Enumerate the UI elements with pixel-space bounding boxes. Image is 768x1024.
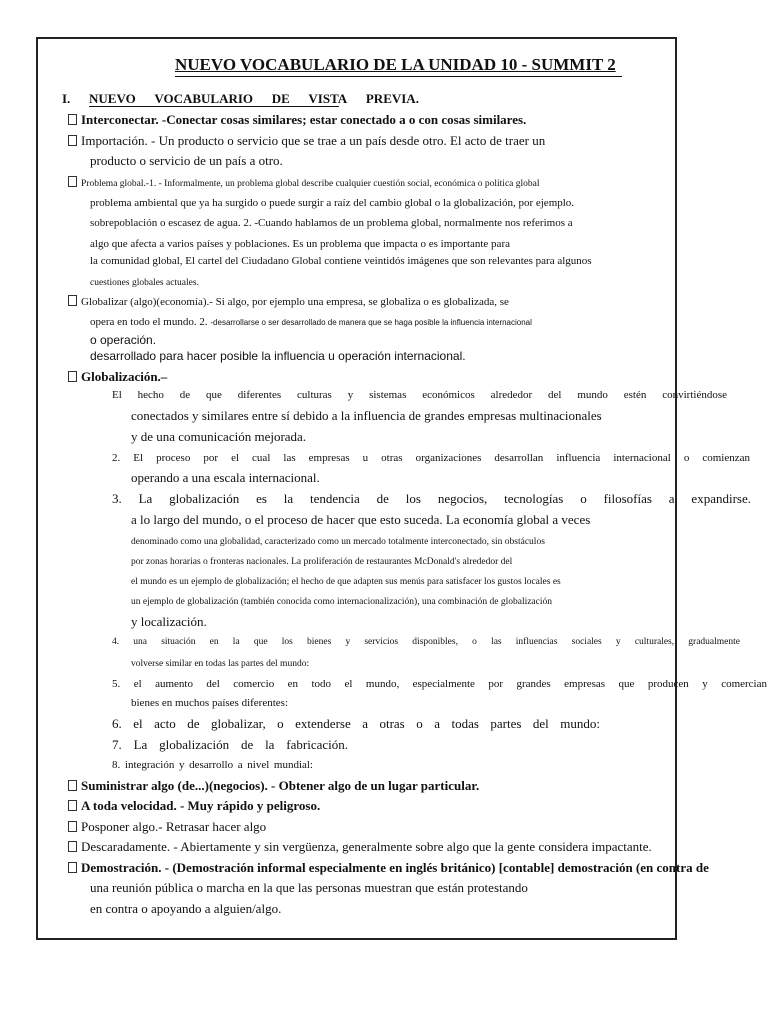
entry-descaradamente: Descaradamente. - Abiertamente y sin vergüenza, generalmente sobre algo que la gente considera impactante. bbox=[68, 839, 652, 855]
section-word: PREVIA. bbox=[365, 91, 419, 106]
entry-line: 8. integración y desarrollo a nivel mundial: bbox=[112, 759, 313, 771]
entry-line: sobrepoblación o escasez de agua. 2. -Cuando hablamos de un problema global, normalmente nos referimos a bbox=[90, 217, 573, 229]
entry-suministrar: Suministrar algo (de...)(negocios). - Obtener algo de un lugar particular. bbox=[68, 778, 479, 794]
entry-line: el mundo es un ejemplo de globalización; el hecho de que adapten sus menús para satisfacer los gustos locales es bbox=[131, 577, 561, 587]
bullet-icon bbox=[68, 841, 77, 852]
entry-line: 5. el aumento del comercio en todo el mundo, especialmente por grandes empresas que producen y comercian bbox=[112, 678, 767, 690]
section-heading bbox=[89, 91, 419, 107]
document-title: NUEVO VOCABULARIO DE LA UNIDAD 10 - SUMMIT 2 bbox=[175, 55, 616, 74]
entry-posponer: Posponer algo.- Retrasar hacer algo bbox=[68, 819, 266, 835]
entry-line: 2. El proceso por el cual las empresas u otras organizaciones desarrollan influencia internacional o comienzan bbox=[112, 452, 750, 464]
bullet-icon bbox=[68, 295, 77, 306]
bullet-icon bbox=[68, 114, 77, 125]
section-word: NUEVO bbox=[89, 91, 136, 106]
title-rule bbox=[175, 76, 622, 77]
entry-line: una reunión pública o marcha en la que las personas muestran que están protestando bbox=[90, 880, 528, 895]
entry-toda-velocidad: A toda velocidad. - Muy rápido y peligroso. bbox=[68, 798, 320, 814]
entry-globalizacion: Globalización.– bbox=[68, 369, 167, 385]
entry-line: por zonas horarias o fronteras nacionales. La proliferación de restaurantes McDonald's alrededor del bbox=[131, 557, 513, 567]
entry-line: 4. una situación en la que los bienes y servicios disponibles, o las influencias sociales y culturales, gradualmente bbox=[112, 637, 740, 647]
entry-demostracion: Demostración. - (Demostración informal especialmente en inglés británico) [contable] demostración (en contra de bbox=[68, 860, 709, 876]
bullet-icon bbox=[68, 800, 77, 811]
entry-line: en contra o apoyando a alguien/algo. bbox=[90, 901, 282, 916]
entry-line: opera en todo el mundo. 2. -desarrollarse o ser desarrollado de manera que se haga posible la influencia internacional bbox=[90, 316, 532, 328]
bullet-icon bbox=[68, 176, 77, 187]
bullet-icon bbox=[68, 780, 77, 791]
section-word: DE bbox=[271, 91, 290, 106]
entry-line: El hecho de que diferentes culturas y sistemas económicos alrededor del mundo estén convirtiéndose bbox=[112, 389, 727, 401]
entry-line: la comunidad global, El cartel del Ciudadano Global contiene veintidós imágenes que son relevantes para algunos bbox=[90, 255, 592, 267]
bullet-icon bbox=[68, 821, 77, 832]
bullet-icon bbox=[68, 135, 77, 146]
entry-line: 6. el acto de globalizar, o extenderse a otras o a todas partes del mundo: bbox=[112, 716, 600, 731]
entry-importacion: Importación. - Un producto o servicio que se trae a un país desde otro. El acto de traer un bbox=[68, 133, 545, 149]
section-word: VOCABULARIO bbox=[154, 91, 254, 106]
entry-line: 3. La globalización es la tendencia de los negocios, tecnologías o filosofías a expandirse. bbox=[112, 491, 751, 506]
entry-line: bienes en muchos países diferentes: bbox=[131, 697, 289, 709]
entry-problema-global: Problema global.-1. - Informalmente, un problema global describe cualquier cuestión social, económica o política global bbox=[68, 175, 540, 192]
entry-line: cuestiones globales actuales. bbox=[90, 278, 199, 288]
entry-interconectar: Interconectar. -Conectar cosas similares; estar conectado a o con cosas similares. bbox=[68, 112, 526, 128]
section-word: VISTA bbox=[308, 91, 348, 106]
entry-line: algo que afecta a varios países y poblaciones. Es un problema que impacta o es importante para bbox=[90, 238, 510, 250]
entry-line: volverse similar en todas las partes del mundo: bbox=[131, 659, 310, 669]
entry-line: denominado como una globalidad, caracterizado como un mercado totalmente interconectado, sin obstáculos bbox=[131, 537, 545, 547]
section-underline bbox=[89, 106, 339, 107]
entry-line: 7. La globalización de la fabricación. bbox=[112, 737, 348, 752]
bullet-icon bbox=[68, 862, 77, 873]
entry-line: a lo largo del mundo, o el proceso de hacer que esto suceda. La economía global a veces bbox=[131, 512, 591, 527]
entry-line: y de una comunicación mejorada. bbox=[131, 429, 307, 444]
entry-line: y localización. bbox=[131, 614, 207, 629]
entry-line: un ejemplo de globalización (también conocida como internacionalización), una combinación de globalización bbox=[131, 597, 553, 607]
entry-line: o operación. bbox=[90, 333, 157, 347]
entry-line: problema ambiental que ya ha surgido o puede surgir a raíz del cambio global o la globalización, por ejemplo. bbox=[90, 197, 575, 209]
entry-line: operando a una escala internacional. bbox=[131, 470, 320, 485]
bullet-icon bbox=[68, 371, 77, 382]
entry-line: producto o servicio de un país a otro. bbox=[90, 153, 283, 168]
entry-line: conectados y similares entre sí debido a la influencia de grandes empresas multinacionales bbox=[131, 408, 602, 423]
entry-line: desarrollado para hacer posible la influencia u operación internacional. bbox=[90, 349, 466, 363]
entry-globalizar: Globalizar (algo)(economía).- Si algo, por ejemplo una empresa, se globaliza o es globalizada, se bbox=[68, 294, 509, 310]
section-numeral: I. bbox=[62, 91, 71, 106]
